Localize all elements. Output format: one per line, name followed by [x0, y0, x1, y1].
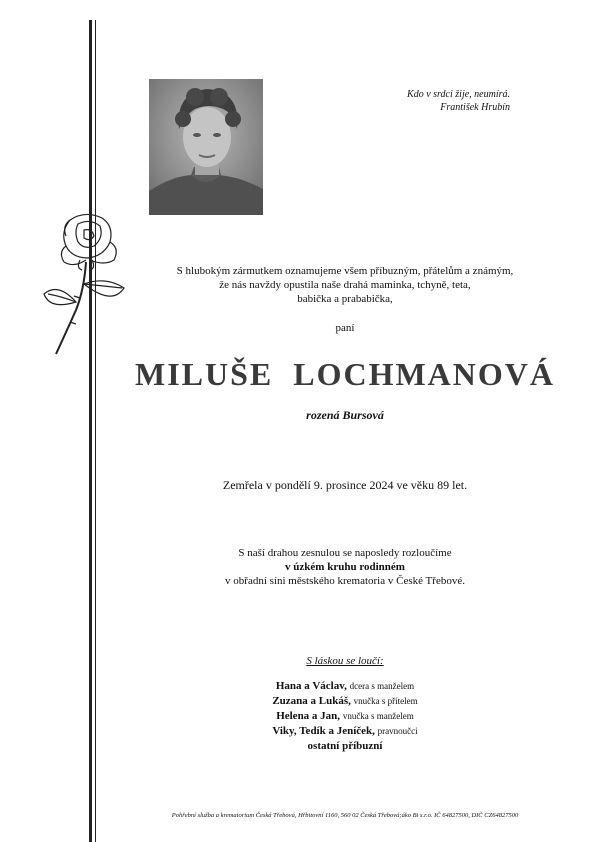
mourner-names: Zuzana a Lukáš,: [272, 695, 351, 707]
mourner-names: Helena a Jan,: [276, 710, 341, 722]
mourners-list: [120, 679, 570, 754]
border-line-left: [89, 20, 92, 842]
mourner-relation: vnučka s manželem: [342, 711, 414, 721]
mourners-heading: S láskou se loučí:: [306, 655, 384, 667]
mourner-relation: vnučka s přítelem: [353, 696, 418, 706]
mourner-row: [120, 709, 570, 724]
maiden-name: rozená Bursová: [306, 408, 384, 422]
mourner-relation: dcera s manželem: [349, 681, 415, 691]
mourner-names: Viky, Tedík a Jeníček,: [272, 725, 375, 737]
mourner-row: [120, 739, 570, 754]
announcement-line: babička a prababička,: [297, 293, 393, 305]
rose-icon: [40, 210, 130, 360]
farewell-line: S naší drahou zesnulou se naposledy rozloučíme: [238, 547, 452, 559]
quote-text: Kdo v srdci žije, neumírá.: [407, 89, 510, 100]
mourner-row: [120, 694, 570, 709]
quote: [330, 88, 510, 114]
deceased-name: MILUŠE LOCHMANOVÁ: [134, 356, 555, 392]
mourner-names: ostatní příbuzní: [307, 740, 383, 752]
border-line-right: [95, 20, 96, 842]
announcement-line: že nás navždy opustila naše drahá maminka, tchyně, teta,: [219, 279, 471, 291]
portrait-photo: [149, 79, 263, 215]
farewell-line-emphasis: v úzkém kruhu rodinném: [285, 561, 405, 573]
footer-funeral-service: Pohřební služba a krematorium Česká Třebová, Hřbitovní 1160, 560 02 Česká Třebová;áko Bi s.r.o. IČ 64827500, DIČ CZ64827500: [171, 812, 519, 819]
mourner-names: Hana a Václav,: [275, 680, 347, 692]
farewell-line: v obřadní síni městského krematoria v České Třebové.: [225, 575, 465, 587]
announcement: [120, 264, 570, 306]
mourner-relation: pravnoučci: [377, 726, 418, 736]
mourner-row: [120, 679, 570, 694]
farewell-info: [120, 546, 570, 588]
mourner-row: [120, 724, 570, 739]
announcement-line: S hlubokým zármutkem oznamujeme všem příbuzným, přátelům a známým,: [176, 265, 514, 277]
title-pani: paní: [335, 322, 355, 334]
quote-author: František Hrubín: [440, 102, 510, 113]
death-notice: Zemřela v pondělí 9. prosince 2024 ve věku 89 let.: [222, 478, 468, 492]
